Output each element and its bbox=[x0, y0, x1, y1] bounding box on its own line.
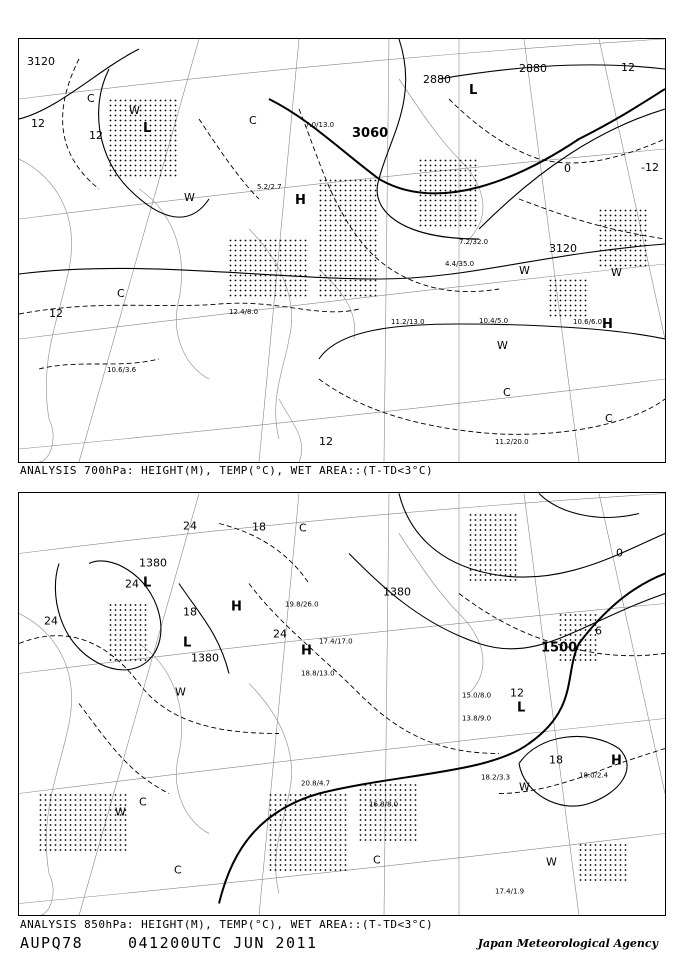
pressure-system-marker: H bbox=[295, 193, 306, 208]
isotherm-label: 12 bbox=[510, 686, 524, 700]
agency-name: Japan Meteorological Agency bbox=[477, 937, 658, 950]
height-label: 3120 bbox=[549, 242, 577, 255]
pressure-system-marker: W bbox=[519, 780, 530, 794]
station-observation: 15.0/8.0 bbox=[462, 691, 492, 700]
isotherm-label: 12 bbox=[319, 435, 333, 448]
isotherm-label: 18 bbox=[549, 753, 563, 767]
pressure-system-marker: W bbox=[175, 685, 186, 699]
isotherm-label: 24 bbox=[125, 577, 139, 591]
pressure-system-marker: C bbox=[139, 795, 147, 809]
height-label: 1500 bbox=[541, 640, 578, 656]
map-panel-850hpa bbox=[18, 492, 666, 916]
pressure-system-marker: H bbox=[231, 599, 242, 615]
isotherm-label: 24 bbox=[44, 614, 58, 628]
pressure-system-marker: W bbox=[611, 266, 622, 279]
chart-identifier: AUPQ78 bbox=[20, 934, 84, 952]
station-observation: 19.8/26.0 bbox=[285, 600, 319, 609]
isotherm-label: 24 bbox=[183, 519, 197, 533]
station-observation: 5.2/2.7 bbox=[257, 183, 282, 191]
panel-caption-850hpa: ANALYSIS 850hPa: HEIGHT(M), TEMP(°C), WET AREA::(T-TD<3°C) bbox=[20, 918, 434, 931]
pressure-system-marker: C bbox=[87, 92, 95, 105]
pressure-system-marker: W bbox=[184, 191, 195, 204]
pressure-system-marker: W bbox=[519, 264, 530, 277]
height-label: 3120 bbox=[27, 55, 55, 68]
station-observation: 7.0/13.0 bbox=[305, 121, 335, 129]
pressure-system-marker: C bbox=[117, 287, 125, 300]
station-observation: 13.8/9.0 bbox=[462, 714, 492, 723]
height-label: 1380 bbox=[139, 556, 167, 570]
pressure-system-marker: H bbox=[611, 753, 622, 769]
station-observation: 10.6/6.0 bbox=[573, 318, 603, 326]
pressure-system-marker: C bbox=[299, 521, 307, 535]
isotherm-label: 0 bbox=[616, 546, 623, 560]
isotherm-label: -12 bbox=[641, 161, 659, 174]
pressure-system-marker: L bbox=[143, 121, 152, 136]
station-observation: 10.6/3.6 bbox=[107, 366, 137, 374]
station-observation: 20.8/4.7 bbox=[301, 779, 331, 788]
station-observation: 18.2/3.3 bbox=[481, 773, 511, 782]
station-observation: 10.4/5.0 bbox=[479, 317, 509, 325]
pressure-system-marker: W bbox=[129, 104, 140, 117]
isotherm-label: 0 bbox=[564, 162, 571, 175]
map-panel-700hpa bbox=[18, 38, 666, 463]
pressure-system-marker: C bbox=[249, 114, 257, 127]
height-label: 2880 bbox=[519, 62, 547, 75]
pressure-system-marker: H bbox=[602, 317, 613, 332]
height-label: 1380 bbox=[191, 651, 219, 665]
pressure-system-marker: H bbox=[301, 643, 312, 659]
isotherm-label: 12 bbox=[89, 129, 103, 142]
pressure-system-marker: L bbox=[143, 575, 152, 591]
chart-valid-time: 041200UTC JUN 2011 bbox=[128, 934, 318, 952]
isotherm-label: 6 bbox=[595, 624, 602, 638]
map-700hpa-graphic bbox=[19, 39, 665, 462]
height-label: 2880 bbox=[423, 73, 451, 86]
map-850hpa-graphic bbox=[19, 493, 665, 916]
station-observation: 4.4/35.0 bbox=[445, 260, 475, 268]
station-observation: 11.2/13.0 bbox=[391, 318, 425, 326]
isotherm-label: 12 bbox=[49, 307, 63, 320]
station-observation: 16.8/8.0 bbox=[369, 800, 399, 809]
station-observation: 12.4/8.0 bbox=[229, 308, 259, 316]
station-observation: 18.8/13.0 bbox=[301, 669, 335, 678]
pressure-system-marker: C bbox=[503, 386, 511, 399]
pressure-system-marker: C bbox=[373, 853, 381, 867]
station-observation: 18.0/2.4 bbox=[579, 771, 609, 780]
station-observation: 11.2/20.0 bbox=[495, 438, 529, 446]
height-label: 3060 bbox=[352, 126, 389, 141]
panel-caption-700hpa: ANALYSIS 700hPa: HEIGHT(M), TEMP(°C), WET AREA::(T-TD<3°C) bbox=[20, 464, 434, 477]
pressure-system-marker: C bbox=[174, 863, 182, 877]
pressure-system-marker: W bbox=[546, 855, 557, 869]
pressure-system-marker: C bbox=[605, 412, 613, 425]
station-observation: 7.2/32.0 bbox=[459, 238, 489, 246]
pressure-system-marker: L bbox=[469, 83, 478, 98]
station-observation: 17.4/17.0 bbox=[319, 637, 353, 646]
pressure-system-marker: W bbox=[115, 805, 126, 819]
isotherm-label: 12 bbox=[31, 117, 45, 130]
height-label: 1380 bbox=[383, 585, 411, 599]
pressure-system-marker: W bbox=[497, 339, 508, 352]
station-observation: 17.4/1.9 bbox=[495, 887, 525, 896]
isotherm-label: 18 bbox=[252, 520, 266, 534]
pressure-system-marker: L bbox=[517, 700, 526, 716]
isotherm-label: 12 bbox=[621, 61, 635, 74]
pressure-system-marker: L bbox=[183, 635, 192, 651]
coastline bbox=[19, 534, 483, 916]
isotherm-label: 24 bbox=[273, 627, 287, 641]
isotherm-label: 18 bbox=[183, 605, 197, 619]
